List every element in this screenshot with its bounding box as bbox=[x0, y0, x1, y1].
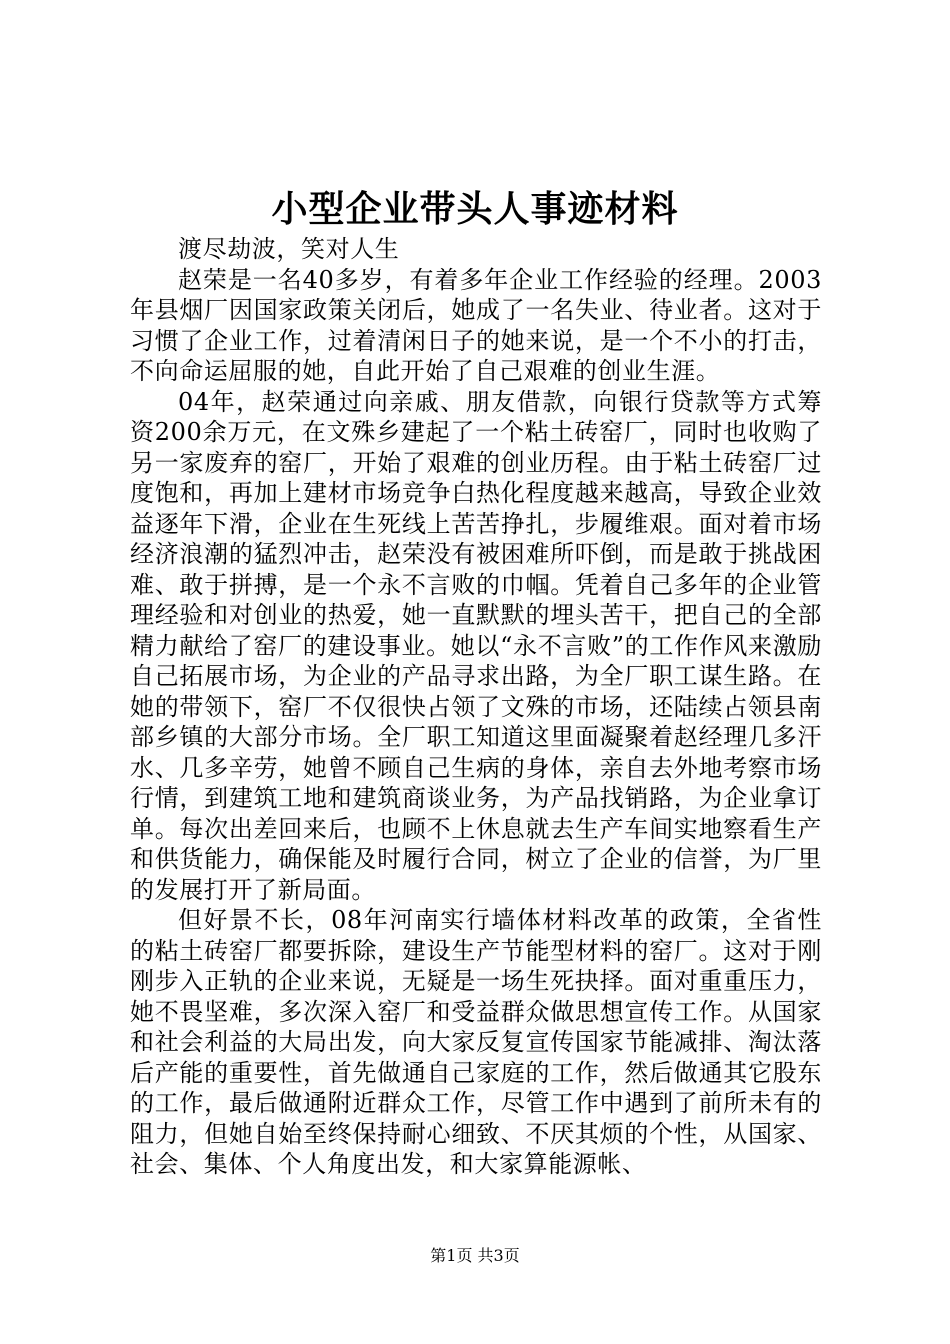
subtitle-paragraph: 渡尽劫波，笑对人生 bbox=[178, 235, 400, 263]
document-title: 小型企业带头人事迹材料 bbox=[271, 188, 679, 230]
page-number-footer: 第1页 共3页 bbox=[430, 1246, 520, 1265]
body-paragraph: 但好景不长，08年河南实行墙体材料改革的政策，全省性的粘土砖窑厂都要拆除，建设生产节能型材料的窑厂。这对于刚刚步入正轨的企业来说，无疑是一场生死抉择。面对重重压力，她不畏坚难，多次深入窑厂和受益群众做思想宣传工作。从国家和社会利益的大局出发，向大家反复宣传国家节能减排、淘汰落后产能的重要性，首先做通自己家庭的工作，然后做通其它股东的工作，最后做通附近群众工作，尽管工作中遇到了前所未有的阻力，但她自始至终保持耐心细致、不厌其烦的个性，从国家、社会、集体、个人角度出发，和大家算能源帐、 bbox=[130, 906, 822, 1178]
document-body bbox=[130, 234, 822, 1180]
body-paragraph: 赵荣是一名40多岁，有着多年企业工作经验的经理。2003年县烟厂因国家政策关闭后，她成了一名失业、待业者。这对于习惯了企业工作，过着清闲日子的她来说，是一个不小的打击，不向命运屈服的她，自此开始了自己艰难的创业生涯。 bbox=[130, 265, 822, 385]
body-paragraph: 04年，赵荣通过向亲戚、朋友借款，向银行贷款等方式筹资200余万元，在文殊乡建起了一个粘土砖窑厂，同时也收购了另一家废弃的窑厂，开始了艰难的创业历程。由于粘土砖窑厂过度饱和，再加上建材市场竞争白热化程度越来越高，导致企业效益逐年下滑，企业在生死线上苦苦挣扎，步履维艰。面对着市场经济浪潮的猛烈冲击，赵荣没有被困难所吓倒，而是敢于挑战困难、敢于拼搏，是一个永不言败的巾帼。凭着自己多年的企业管理经验和对创业的热爱，她一直默默的埋头苦干，把自己的全部精力献给了窑厂的建设事业。她以“永不言败”的工作作风来激励自己拓展市场，为企业的产品寻求出路，为全厂职工谋生路。在她的带领下，窑厂不仅很快占领了文殊的市场，还陆续占领县南部乡镇的大部分市场。全厂职工知道这里面凝聚着赵经理几多汗水、几多辛劳，她曾不顾自己生病的身体，亲自去外地考察市场行情，到建筑工地和建筑商谈业务，为产品找销路，为企业拿订单。每次出差回来后，也顾不上休息就去生产车间实地察看生产和供货能力，确保能及时履行合同，树立了企业的信誉，为厂里的发展打开了新局面。 bbox=[130, 387, 822, 904]
